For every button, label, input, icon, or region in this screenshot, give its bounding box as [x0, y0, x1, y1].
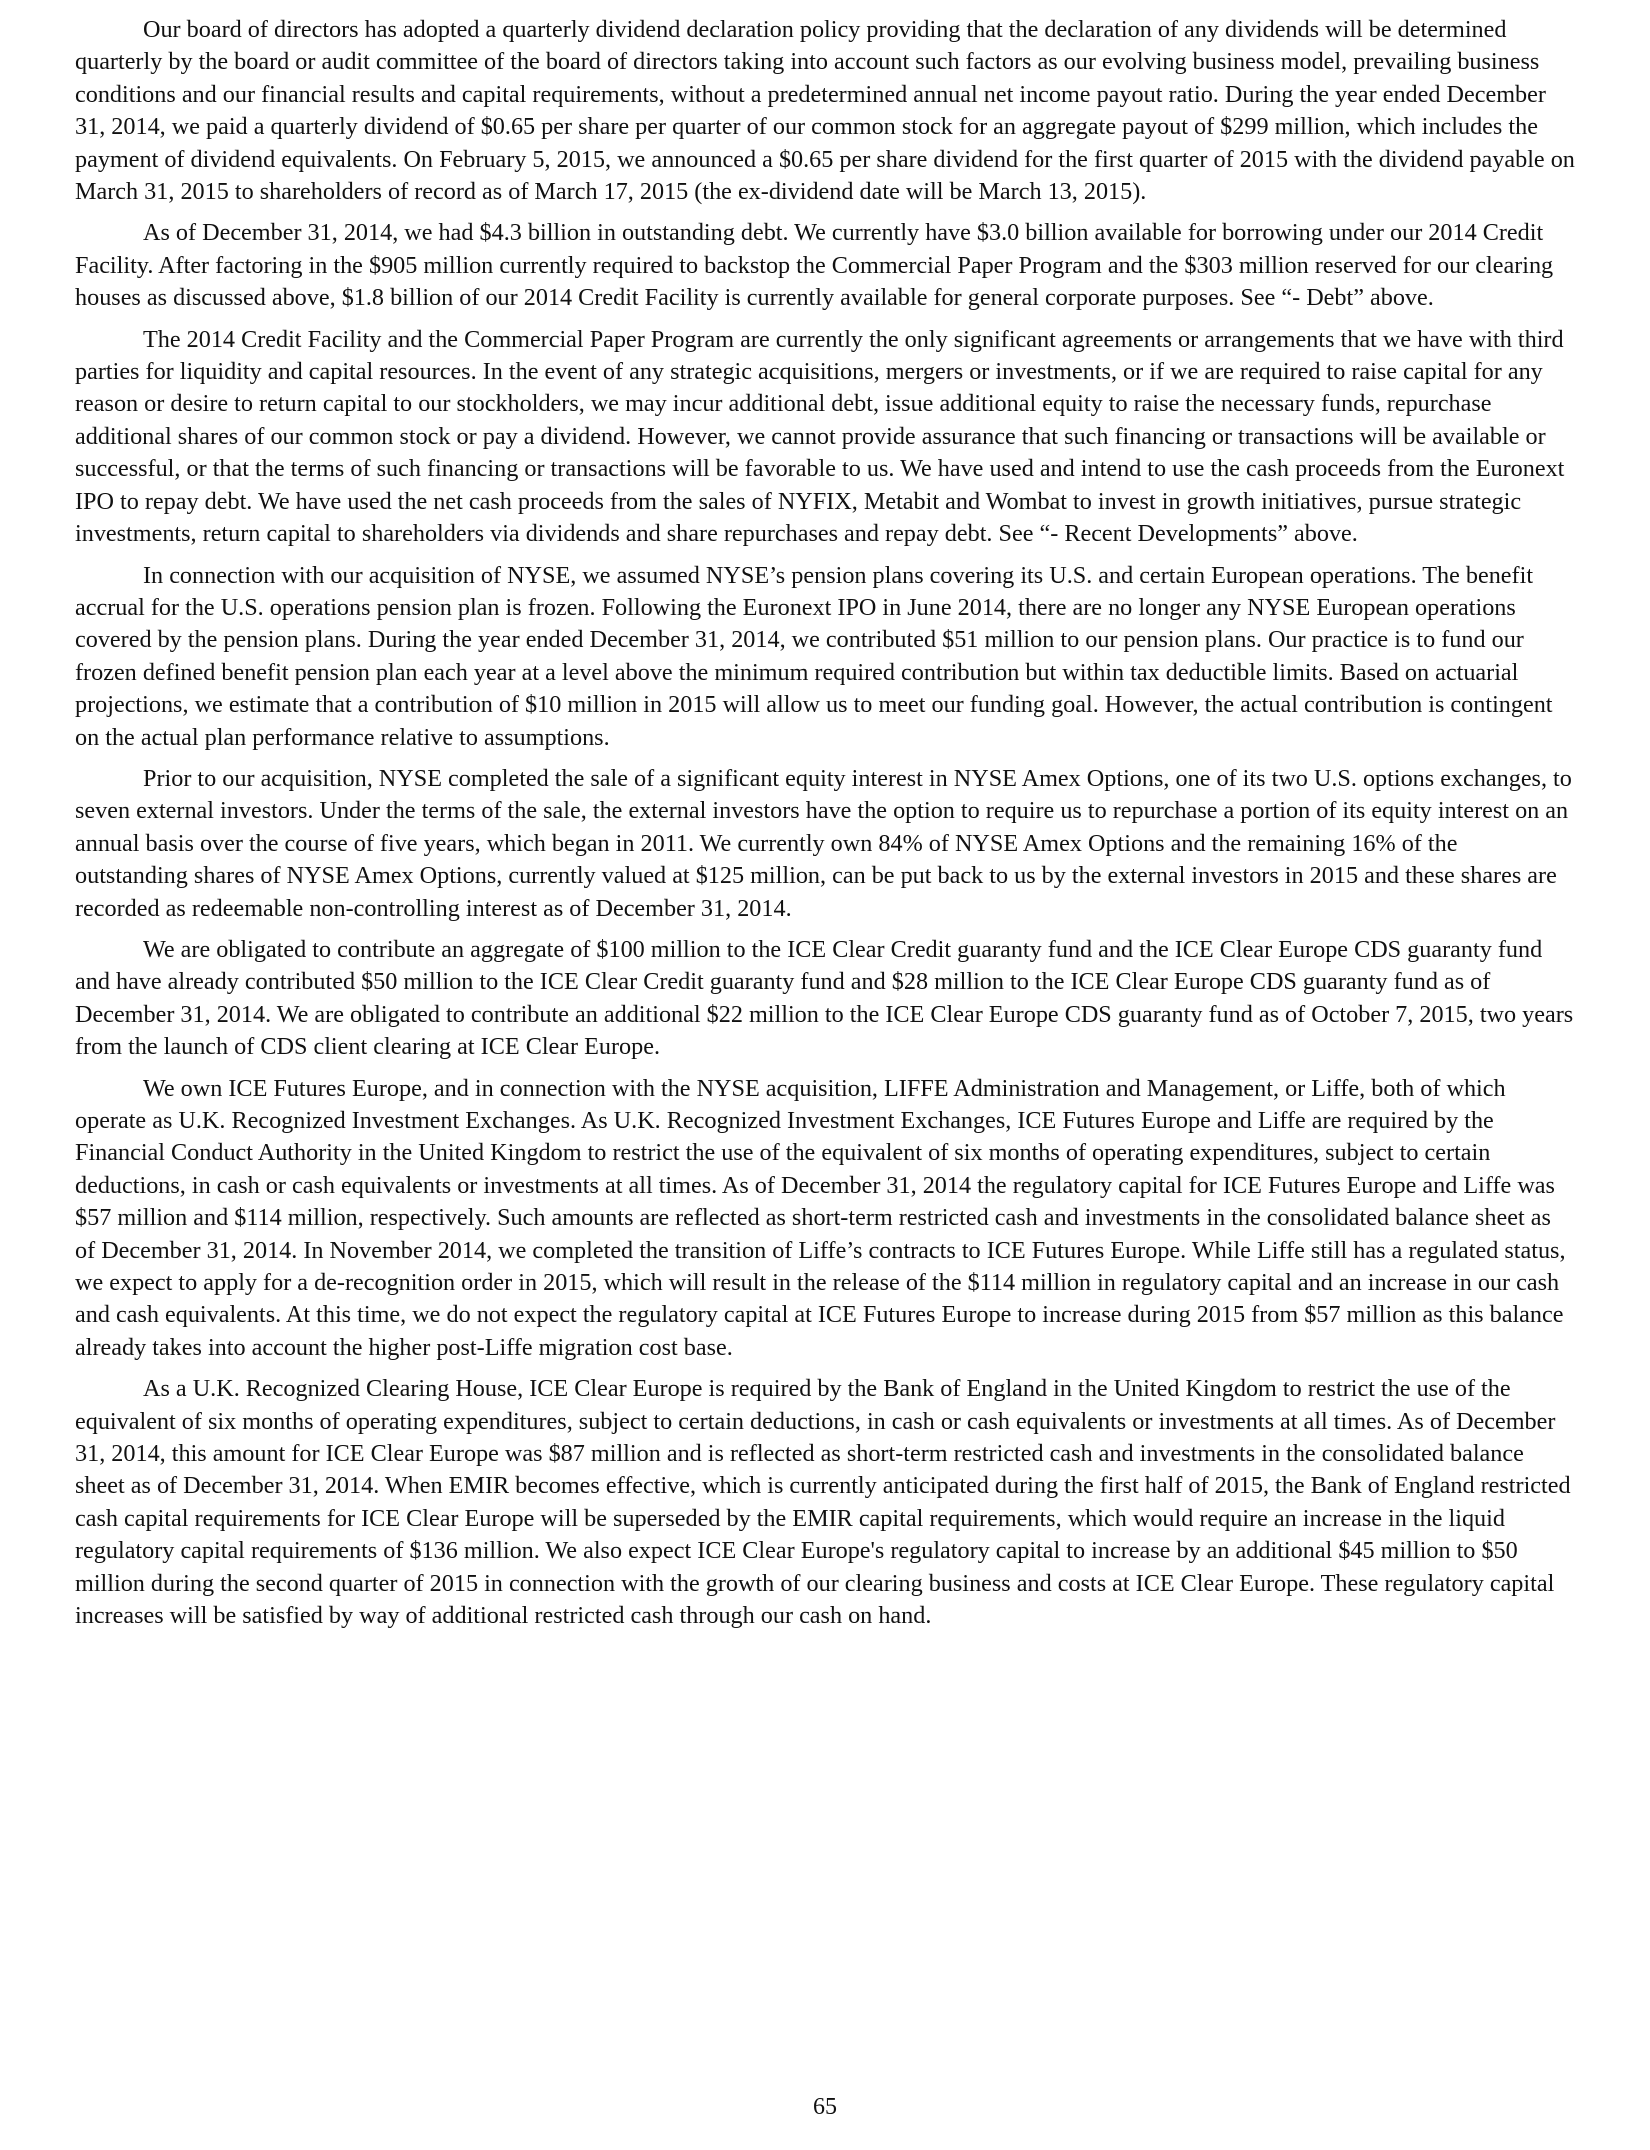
paragraph-outstanding-debt: As of December 31, 2014, we had $4.3 billion in outstanding debt. We currently have $3.0 billion available for borrowing under our 2014 Credit Facility. After factoring in the $905 million currently required to backstop the Commercial Paper Program and the $303 million reserved for our clearing houses as discussed above, $1.8 billion of our 2014 Credit Facility is currently available for general corporate purposes. See “- Debt” above.	[75, 219, 1554, 312]
paragraph-dividend-policy: Our board of directors has adopted a quarterly dividend declaration policy providing that the declaration of any dividends will be determined quarterly by the board or audit committee of the board of directors taking into account such factors as our evolving business model, prevailing business conditions and our financial results and capital requirements, without a predetermined annual net income payout ratio. During the year ended December 31, 2014, we paid a quarterly dividend of $0.65 per share per quarter of our common stock for an aggregate payout of $299 million, which includes the payment of dividend equivalents. On February 5, 2015, we announced a $0.65 per share dividend for the first quarter of 2015 with the dividend payable on March 31, 2015 to shareholders of record as of March 17, 2015 (the ex-dividend date will be March 13, 2015).	[75, 16, 1575, 206]
paragraph-ice-futures-europe: We own ICE Futures Europe, and in connection with the NYSE acquisition, LIFFE Administration and Management, or Liffe, both of which operate as U.K. Recognized Investment Exchanges. As U.K. Recognized Investment Exchanges, ICE Futures Europe and Liffe are required by the Financial Conduct Authority in the United Kingdom to restrict the use of the equivalent of six months of operating expenditures, subject to certain deductions, in cash or cash equivalents or investments at all times. As of December 31, 2014 the regulatory capital for ICE Futures Europe and Liffe was $57 million and $114 million, respectively. Such amounts are reflected as short-term restricted cash and investments in the consolidated balance sheet as of December 31, 2014. In November 2014, we completed the transition of Liffe’s contracts to ICE Futures Europe. While Liffe still has a regulated status, we expect to apply for a de-recognition order in 2015, which will result in the release of the $114 million in regulatory capital and an increase in our cash and cash equivalents. At this time, we do not expect the regulatory capital at ICE Futures Europe to increase during 2015 from $57 million as this balance already takes into account the higher post-Liffe migration cost base.	[75, 1074, 1566, 1361]
document-body	[75, 14, 1575, 1642]
paragraph-credit-facility: The 2014 Credit Facility and the Commercial Paper Program are currently the only significant agreements or arrangements that we have with third parties for liquidity and capital resources. In the event of any strategic acquisitions, mergers or investments, or if we are required to raise capital for any reason or desire to return capital to our stockholders, we may incur additional debt, issue additional equity to raise the necessary funds, repurchase additional shares of our common stock or pay a dividend. However, we cannot provide assurance that such financing or transactions will be available or successful, or that the terms of such financing or transactions will be favorable to us. We have used and intend to use the cash proceeds from the Euronext IPO to repay debt. We have used the net cash proceeds from the sales of NYFIX, Metabit and Wombat to invest in growth initiatives, pursue strategic investments, return capital to shareholders via dividends and share repurchases and repay debt. See “- Recent Developments” above.	[75, 325, 1565, 548]
paragraph-guaranty-fund: We are obligated to contribute an aggregate of $100 million to the ICE Clear Credit guaranty fund and the ICE Clear Europe CDS guaranty fund and have already contributed $50 million to the ICE Clear Credit guaranty fund and $28 million to the ICE Clear Europe CDS guaranty fund as of December 31, 2014. We are obligated to contribute an additional $22 million to the ICE Clear Europe CDS guaranty fund as of October 7, 2015, two years from the launch of CDS client clearing at ICE Clear Europe.	[75, 935, 1574, 1061]
page-number: 65	[813, 2094, 837, 2120]
paragraph-ice-clear-europe: As a U.K. Recognized Clearing House, ICE Clear Europe is required by the Bank of England in the United Kingdom to restrict the use of the equivalent of six months of operating expenditures, subject to certain deductions, in cash or cash equivalents or investments at all times. As of December 31, 2014, this amount for ICE Clear Europe was $87 million and is reflected as short-term restricted cash and investments in the consolidated balance sheet as of December 31, 2014. When EMIR becomes effective, which is currently anticipated during the first half of 2015, the Bank of England restricted cash capital requirements for ICE Clear Europe will be superseded by the EMIR capital requirements, which would require an increase in the liquid regulatory capital requirements of $136 million. We also expect ICE Clear Europe's regulatory capital to increase by an additional $45 million to $50 million during the second quarter of 2015 in connection with the growth of our clearing business and costs at ICE Clear Europe. These regulatory capital increases will be satisfied by way of additional restricted cash through our cash on hand.	[75, 1375, 1571, 1630]
paragraph-pension-plans: In connection with our acquisition of NYSE, we assumed NYSE’s pension plans covering its U.S. and certain European operations. The benefit accrual for the U.S. operations pension plan is frozen. Following the Euronext IPO in June 2014, there are no longer any NYSE European operations covered by the pension plans. During the year ended December 31, 2014, we contributed $51 million to our pension plans. Our practice is to fund our frozen defined benefit pension plan each year at a level above the minimum required contribution but within tax deductible limits. Based on actuarial projections, we estimate that a contribution of $10 million in 2015 will allow us to meet our funding goal. However, the actual contribution is contingent on the actual plan performance relative to assumptions.	[75, 561, 1553, 751]
paragraph-nyse-amex-options: Prior to our acquisition, NYSE completed the sale of a significant equity interest in NYSE Amex Options, one of its two U.S. options exchanges, to seven external investors. Under the terms of the sale, the external investors have the option to require us to repurchase a portion of its equity interest on an annual basis over the course of five years, which began in 2011. We currently own 84% of NYSE Amex Options and the remaining 16% of the outstanding shares of NYSE Amex Options, currently valued at $125 million, can be put back to us by the external investors in 2015 and these shares are recorded as redeemable non-controlling interest as of December 31, 2014.	[75, 764, 1572, 922]
